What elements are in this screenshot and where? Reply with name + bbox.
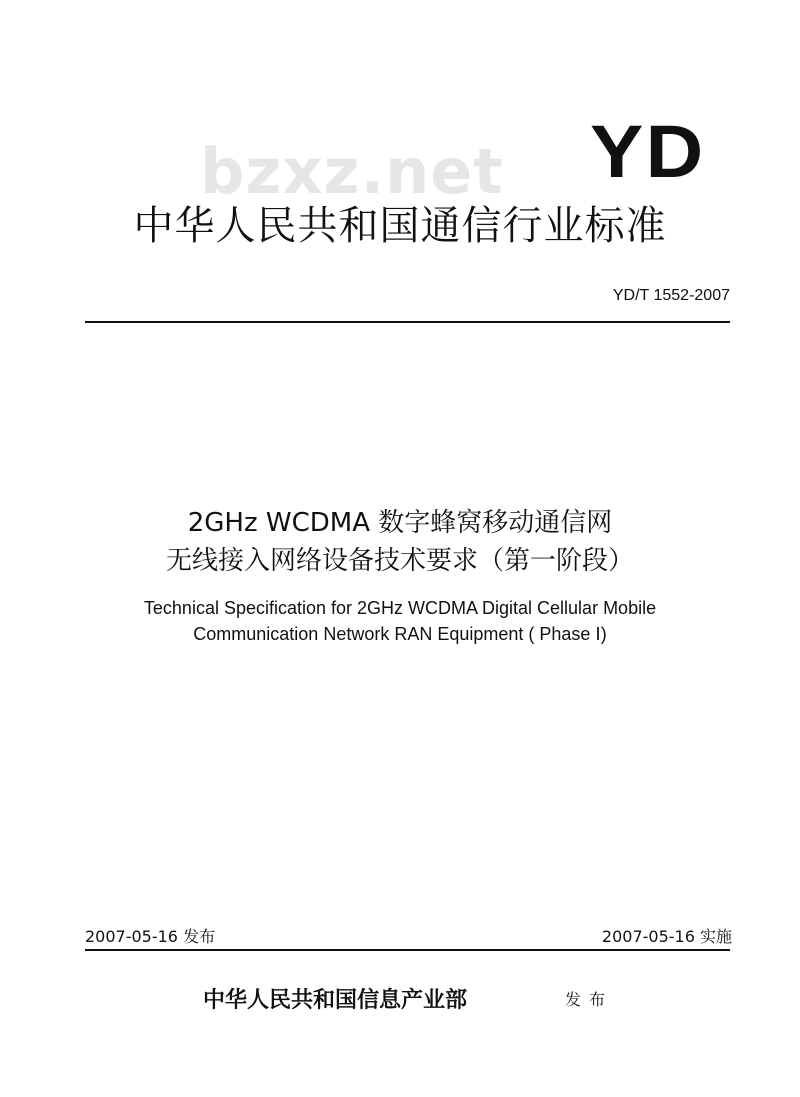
english-title-line-2: Communication Network RAN Equipment ( Phase Ⅰ) — [193, 624, 607, 644]
issuing-authority: 中华人民共和国信息产业部 — [203, 987, 468, 1013]
yd-logo: YD — [590, 110, 706, 193]
standard-title: 中华人民共和国通信行业标准 — [133, 203, 667, 249]
top-divider — [85, 321, 730, 323]
watermark: bzxz.net — [200, 135, 504, 208]
chinese-title-line-2: 无线接入网络设备技术要求（第一阶段） — [165, 546, 634, 576]
bottom-divider — [85, 949, 730, 951]
chinese-title-line-1: 2GHz WCDMA 数字蜂窝移动通信网 — [187, 508, 613, 538]
issue-label: 发布 — [565, 990, 614, 1009]
english-title-line-1: Technical Specification for 2GHz WCDMA Digital Cellular Mobile — [143, 598, 657, 618]
release-date: 2007-05-16 发布 — [85, 927, 216, 946]
implementation-date: 2007-05-16 实施 — [601, 927, 732, 946]
standard-number: YD/T 1552-2007 — [612, 287, 730, 304]
